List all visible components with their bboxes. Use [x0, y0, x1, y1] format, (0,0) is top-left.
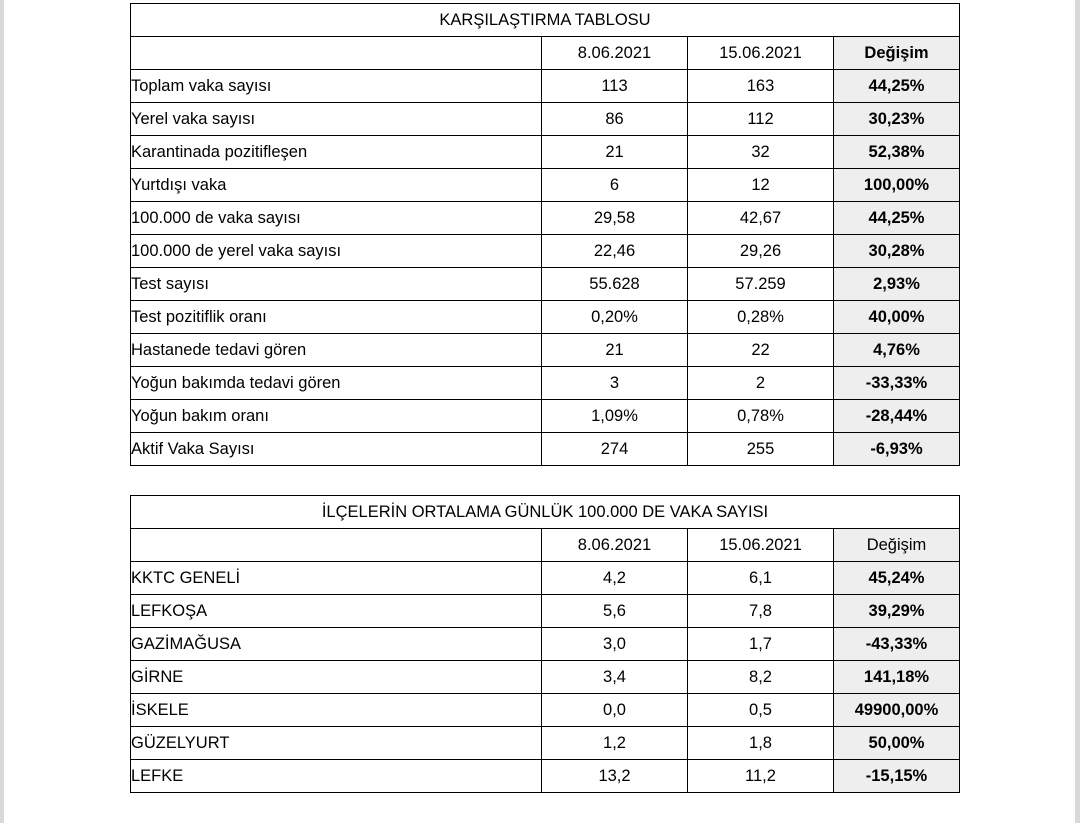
change-value: 45,24% — [834, 562, 960, 595]
row-label: LEFKE — [131, 760, 542, 793]
row-label: Karantinada pozitifleşen — [131, 136, 542, 169]
change-value: 44,25% — [834, 70, 960, 103]
value-date-1: 86 — [542, 103, 688, 136]
table-row — [131, 268, 960, 301]
change-value: 39,29% — [834, 595, 960, 628]
row-label: Test sayısı — [131, 268, 542, 301]
change-value: 50,00% — [834, 727, 960, 760]
value-date-1: 1,2 — [542, 727, 688, 760]
value-date-2: 6,1 — [688, 562, 834, 595]
value-date-2: 12 — [688, 169, 834, 202]
table-row — [131, 367, 960, 400]
row-label: Yurtdışı vaka — [131, 169, 542, 202]
table-row — [131, 136, 960, 169]
value-date-1: 0,20% — [542, 301, 688, 334]
table-header-row — [131, 37, 960, 70]
row-label: GİRNE — [131, 661, 542, 694]
row-label: Yoğun bakım oranı — [131, 400, 542, 433]
header-date-2: 15.06.2021 — [688, 529, 834, 562]
value-date-2: 0,78% — [688, 400, 834, 433]
row-label: GÜZELYURT — [131, 727, 542, 760]
change-value: 44,25% — [834, 202, 960, 235]
table-row — [131, 595, 960, 628]
value-date-1: 3,4 — [542, 661, 688, 694]
value-date-1: 13,2 — [542, 760, 688, 793]
change-value: 4,76% — [834, 334, 960, 367]
change-value: -43,33% — [834, 628, 960, 661]
row-label: Toplam vaka sayısı — [131, 70, 542, 103]
comparison-table — [130, 3, 960, 466]
district-table — [130, 495, 960, 793]
value-date-2: 7,8 — [688, 595, 834, 628]
table-row — [131, 433, 960, 466]
table-title-row — [131, 4, 960, 37]
header-date-2: 15.06.2021 — [688, 37, 834, 70]
row-label: 100.000 de yerel vaka sayısı — [131, 235, 542, 268]
table-row — [131, 661, 960, 694]
value-date-2: 2 — [688, 367, 834, 400]
table-row — [131, 562, 960, 595]
value-date-1: 3,0 — [542, 628, 688, 661]
value-date-2: 22 — [688, 334, 834, 367]
row-label: Hastanede tedavi gören — [131, 334, 542, 367]
header-date-1: 8.06.2021 — [542, 37, 688, 70]
row-label: Aktif Vaka Sayısı — [131, 433, 542, 466]
value-date-1: 6 — [542, 169, 688, 202]
value-date-1: 3 — [542, 367, 688, 400]
table-row — [131, 694, 960, 727]
change-value: 2,93% — [834, 268, 960, 301]
change-value: 30,28% — [834, 235, 960, 268]
change-value: -28,44% — [834, 400, 960, 433]
row-label: Yerel vaka sayısı — [131, 103, 542, 136]
table-title: KARŞILAŞTIRMA TABLOSU — [131, 4, 960, 37]
value-date-2: 0,5 — [688, 694, 834, 727]
table-row — [131, 400, 960, 433]
value-date-2: 57.259 — [688, 268, 834, 301]
value-date-2: 163 — [688, 70, 834, 103]
table-title: İLÇELERİN ORTALAMA GÜNLÜK 100.000 DE VAKA SAYISI — [131, 496, 960, 529]
value-date-1: 1,09% — [542, 400, 688, 433]
value-date-2: 1,7 — [688, 628, 834, 661]
value-date-1: 22,46 — [542, 235, 688, 268]
header-date-1: 8.06.2021 — [542, 529, 688, 562]
table-row — [131, 334, 960, 367]
row-label: İSKELE — [131, 694, 542, 727]
table-row — [131, 103, 960, 136]
row-label: Test pozitiflik oranı — [131, 301, 542, 334]
table-row — [131, 70, 960, 103]
right-page-edge — [1075, 0, 1080, 823]
value-date-1: 5,6 — [542, 595, 688, 628]
value-date-2: 29,26 — [688, 235, 834, 268]
table-header-row — [131, 529, 960, 562]
value-date-1: 4,2 — [542, 562, 688, 595]
value-date-2: 32 — [688, 136, 834, 169]
row-label: KKTC GENELİ — [131, 562, 542, 595]
table-title-row — [131, 496, 960, 529]
table-row — [131, 301, 960, 334]
row-label: LEFKOŞA — [131, 595, 542, 628]
change-value: 52,38% — [834, 136, 960, 169]
change-value: 30,23% — [834, 103, 960, 136]
row-label: GAZİMAĞUSA — [131, 628, 542, 661]
change-value: 40,00% — [834, 301, 960, 334]
header-change: Değişim — [834, 529, 960, 562]
value-date-2: 0,28% — [688, 301, 834, 334]
table-row — [131, 235, 960, 268]
value-date-2: 255 — [688, 433, 834, 466]
table-row — [131, 760, 960, 793]
header-empty-cell — [131, 37, 542, 70]
change-value: -33,33% — [834, 367, 960, 400]
value-date-1: 113 — [542, 70, 688, 103]
value-date-1: 274 — [542, 433, 688, 466]
value-date-1: 21 — [542, 136, 688, 169]
change-value: 100,00% — [834, 169, 960, 202]
change-value: -6,93% — [834, 433, 960, 466]
header-change: Değişim — [834, 37, 960, 70]
value-date-1: 21 — [542, 334, 688, 367]
value-date-1: 0,0 — [542, 694, 688, 727]
value-date-2: 8,2 — [688, 661, 834, 694]
value-date-2: 1,8 — [688, 727, 834, 760]
change-value: 141,18% — [834, 661, 960, 694]
value-date-1: 29,58 — [542, 202, 688, 235]
value-date-2: 11,2 — [688, 760, 834, 793]
change-value: -15,15% — [834, 760, 960, 793]
header-empty-cell — [131, 529, 542, 562]
value-date-1: 55.628 — [542, 268, 688, 301]
value-date-2: 112 — [688, 103, 834, 136]
table-row — [131, 628, 960, 661]
row-label: 100.000 de vaka sayısı — [131, 202, 542, 235]
value-date-2: 42,67 — [688, 202, 834, 235]
change-value: 49900,00% — [834, 694, 960, 727]
row-label: Yoğun bakımda tedavi gören — [131, 367, 542, 400]
table-row — [131, 727, 960, 760]
left-page-edge — [0, 0, 4, 823]
table-row — [131, 169, 960, 202]
table-row — [131, 202, 960, 235]
